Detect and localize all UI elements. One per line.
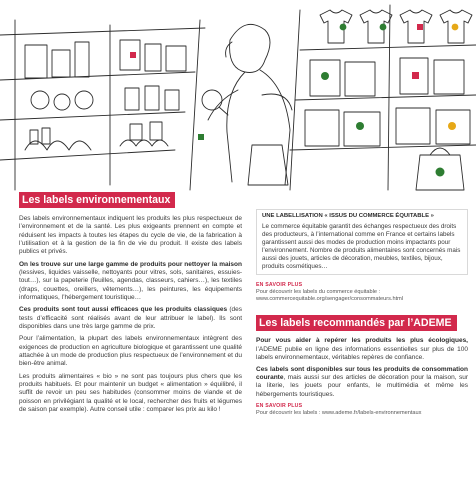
- left-column: [19, 190, 242, 418]
- shopper-with-magnifier-icon: [202, 24, 292, 185]
- learn-more-ademe: [256, 403, 468, 417]
- learn-more-text: Pour découvrir les labels du commerce équitable :: [256, 289, 381, 296]
- ademe-paragraph: Pour vous aider à repérer les produits les plus écologiques, l’ADEME publie en ligne des informations essentielles sur plus de 100 labels environnementaux, véritables repères de confiance.: [256, 337, 468, 361]
- learn-more-fair-trade: [256, 282, 468, 303]
- products-paragraph-bold: On les trouve sur une large gamme de produits pour nettoyer la maison: [19, 260, 242, 268]
- ademe-paragraph-bold: Pour vous aider à repérer les produits les plus écologiques,: [256, 337, 468, 345]
- fair-trade-box-title: UNE LABELLISATION « ISSUS DU COMMERCE ÉQUITABLE »: [262, 213, 434, 219]
- products-paragraph: On les trouve sur une large gamme de produits pour nettoyer la maison (lessives, liquides vaisselle, nettoyants pour vitres, sols, sanitaires, essuies-tout…), sur la papeterie (feuilles, agendas, classeurs, cahiers…), les textiles (draps, couettes, oreillers, vêtements…), les peintures, les équipements informatiques, l’hébergement touristique…: [19, 260, 242, 301]
- right-column: [256, 209, 468, 421]
- store-illustration: [0, 0, 476, 196]
- learn-more-label: EN SAVOIR PLUS: [256, 282, 303, 289]
- efficiency-paragraph: Ces produits sont tout aussi efficaces que les produits classiques (des tests d’efficacité sont réalisés avant de leur attribuer le label). Ils sont disponibles dans une très large gamme de prix.: [19, 306, 243, 330]
- right-shelves-icon: [290, 5, 476, 190]
- food-paragraph: Pour l’alimentation, la plupart des labels environnementaux intègrent des exigences de production en agriculture biologique et garantissent une qualité attachée à un mode de production plus respectueux de l’environnement et du bien-être animal.: [19, 335, 242, 368]
- availability-paragraph: Ces labels sont disponibles sur tous les produits de consommation courante, mais aussi sur des articles de décoration pour la maison, sur la literie, les jouets pour enfants, le multimédia et même les hébergements touristiques.: [256, 366, 468, 398]
- section-heading-environmental-labels: Les labels environnementaux: [19, 192, 175, 208]
- section-heading-ademe-labels: Les labels recommandés par l’ADEME: [256, 315, 457, 331]
- fair-trade-box-text: Le commerce équitable garantit des échanges respectueux des droits des producteurs, à l’international comme en France et certains labels garantissent aussi des modes de production moins impactants pour l’environnement. Nombre de produits alimentaires sont concernés mais aussi des jouets, articles de décoration, meubles, textiles, bijoux, produits cosmétiques…: [262, 223, 461, 270]
- fair-trade-box: [256, 209, 468, 275]
- ademe-labels-link[interactable]: Pour découvrir les labels : www.ademe.fr/labels-environnementaux: [256, 409, 422, 416]
- fair-trade-link[interactable]: www.commercequitable.org/sengager/consommateurs.html: [256, 296, 404, 303]
- learn-more-label-2: EN SAVOIR PLUS: [256, 402, 303, 409]
- efficiency-paragraph-bold: Ces produits sont tout aussi efficaces que les produits classiques: [19, 306, 228, 314]
- availability-paragraph-bold: Ces labels sont disponibles sur tous les produits de consommation courante: [256, 366, 468, 382]
- organic-paragraph: Les produits alimentaires « bio » ne sont pas toujours plus chers que les produits habituels. Et pour maintenir un budget « alimentation » équilibré, il suffit de revoir un peu ses habitudes (consommer moins de viande et de poisson en privilégiant la qualité et le local, rechercher des fruits et légumes de saison par exemple). Autre conseil utile : comparer les prix au kilo !: [19, 372, 242, 413]
- intro-paragraph: Des labels environnementaux indiquent les produits les plus respectueux de l’environnement et de la santé. Les plus exigeants prennent en compte et réduisent les impacts à toutes les étapes du cycle de vie, de la fabrication à l’utilisation et à la gestion de la fin de vie du produit. Il existe des labels publics et privés.: [19, 215, 242, 256]
- left-shelves-icon: [0, 20, 205, 190]
